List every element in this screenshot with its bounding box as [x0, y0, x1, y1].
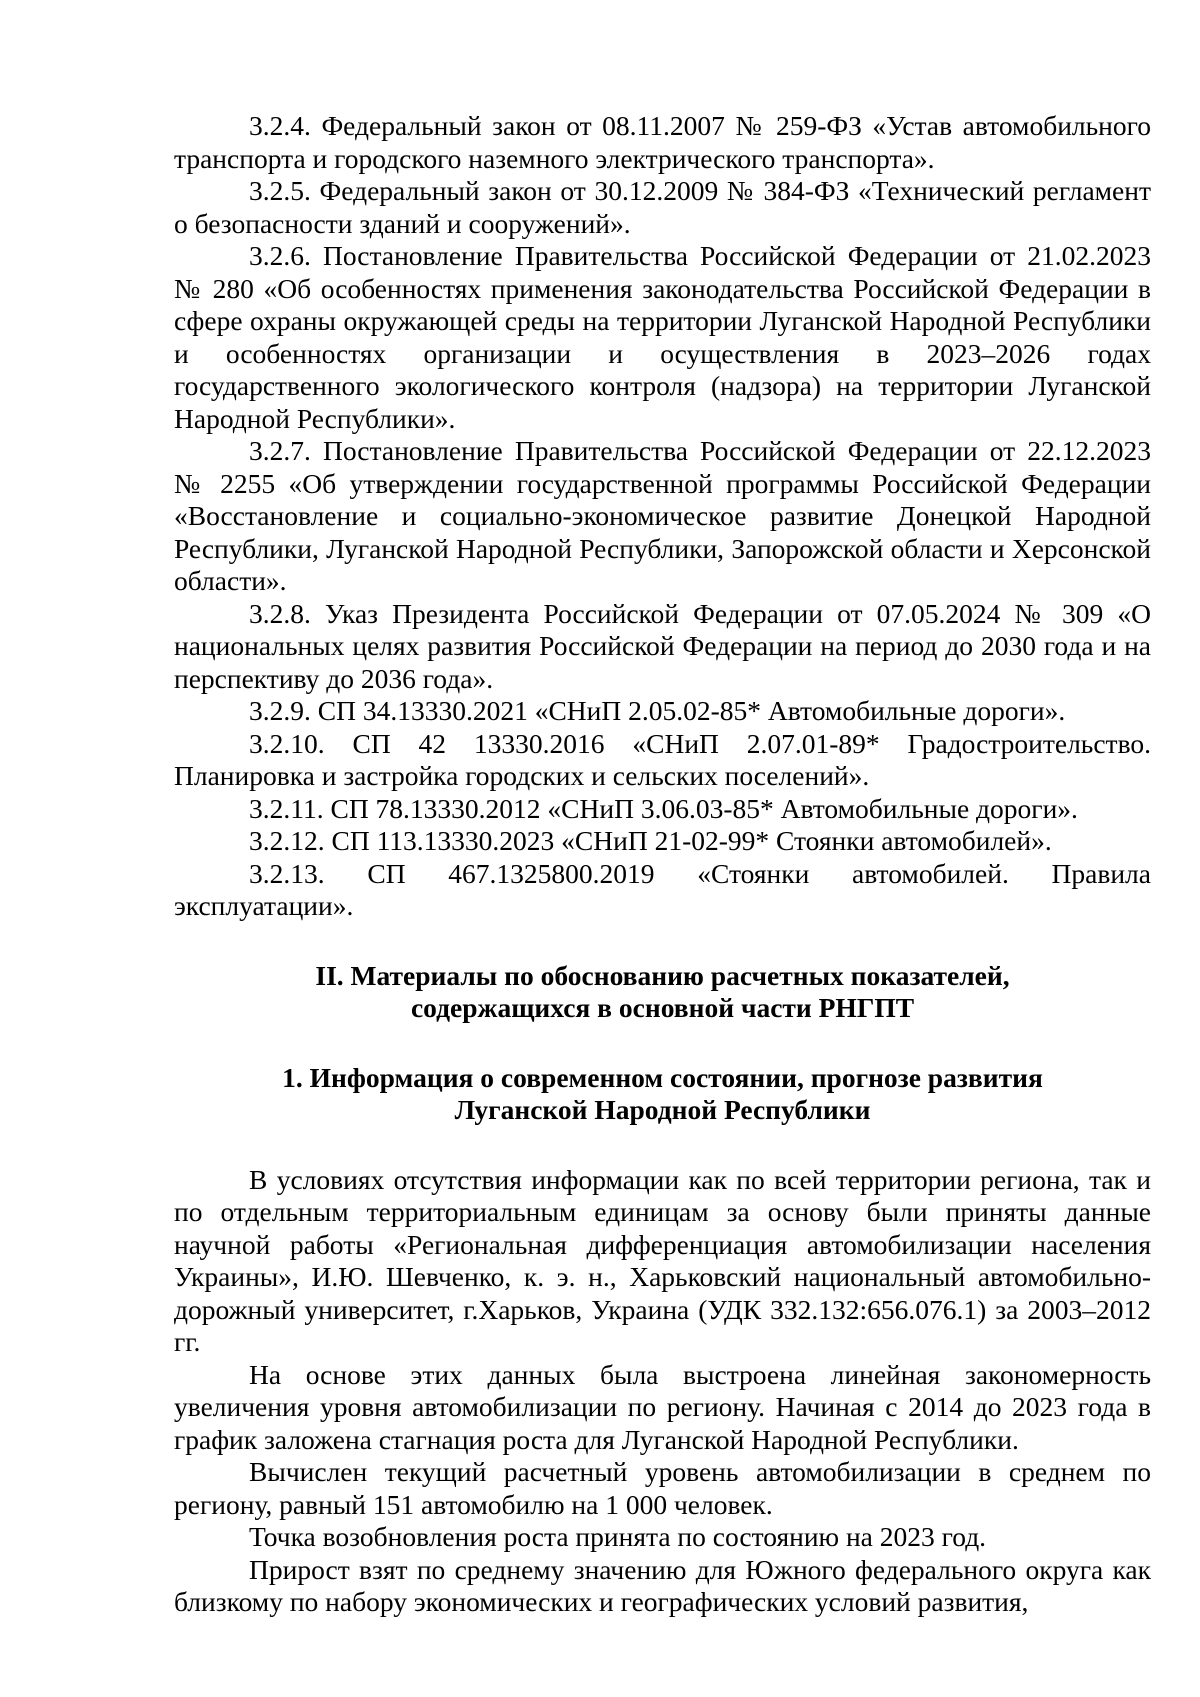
list-item-3-2-9: 3.2.9. СП 34.13330.2021 «СНиП 2.05.02-85* Автомобильные дороги».: [249, 695, 1066, 726]
list-item-3-2-7: 3.2.7. Постановление Правительства Российской Федерации от 22.12.2023 № 2255 «Об утверждении государственной программы Российской Федерации «Восстановление и социально-экономическое развитие Донецкой Народной Республики, Луганской Народной Республики, Запорожской области и Херсонской области».: [174, 435, 1151, 596]
list-item-3-2-8: 3.2.8. Указ Президента Российской Федерации от 07.05.2024 № 309 «О национальных целях развития Российской Федерации на период до 2030 года и на перспективу до 2036 года».: [174, 597, 1151, 694]
body-paragraph: Прирост взят по среднему значению для Южного федерального округа как близкому по набору экономических и географических условий развития,: [174, 1553, 1151, 1617]
list-item-3-2-13: 3.2.13. СП 467.1325800.2019 «Стоянки автомобилей. Правила эксплуатации».: [174, 857, 1151, 921]
document-page: [174, 110, 1151, 1619]
section-heading-line-1: II. Материалы по обоснованию расчетных показателей,: [315, 959, 1010, 991]
section-heading-line-2: содержащихся в основной части РНГПТ: [410, 992, 915, 1023]
list-item-3-2-11: 3.2.11. СП 78.13330.2012 «СНиП 3.06.03-85* Автомобильные дороги».: [249, 792, 1078, 824]
body-paragraph: В условиях отсутствия информации как по всей территории региона, так и по отдельным территориальным единицам за основу были приняты данные научной работы «Региональная дифференциация автомобилизации населения Украины», И.Ю. Шевченко, к. э. н., Харьковский национальный автомобильно-дорожный университет, г.Харьков, Украина (УДК 332.132:656.076.1) за 2003–2012 гг.: [174, 1163, 1151, 1357]
list-item-3-2-5: 3.2.5. Федеральный закон от 30.12.2009 № 384-ФЗ «Технический регламент о безопасности зданий и сооружений».: [174, 175, 1151, 239]
body-paragraph: На основе этих данных была выстроена линейная закономерность увеличения уровня автомобилизации по региону. Начиная с 2014 до 2023 года в график заложена стагнация роста для Луганской Народной Республики.: [174, 1358, 1151, 1455]
list-item-3-2-4: 3.2.4. Федеральный закон от 08.11.2007 № 259-ФЗ «Устав автомобильного транспорта и городского наземного электрического транспорта».: [174, 110, 1151, 174]
subsection-heading: [174, 1062, 1151, 1127]
body-paragraph: Точка возобновления роста принята по состоянию на 2023 год.: [249, 1521, 987, 1552]
list-item-3-2-6: 3.2.6. Постановление Правительства Российской Федерации от 21.02.2023 № 280 «Об особенностях применения законодательства Российской Федерации в сфере охраны окружающей среды на территории Луганской Народной Республики и особенностях организации и осуществления в 2023–2026 годах государственного экологического контроля (надзора) на территории Луганской Народной Республики».: [174, 240, 1151, 434]
subsection-heading-line-1: 1. Информация о современном состоянии, прогнозе развития: [282, 1061, 1043, 1093]
list-item-3-2-12: 3.2.12. СП 113.13330.2023 «СНиП 21-02-99* Стоянки автомобилей».: [249, 825, 1052, 856]
subsection-heading-line-2: Луганской Народной Республики: [454, 1094, 871, 1125]
list-item-3-2-10: 3.2.10. СП 42 13330.2016 «СНиП 2.07.01-89* Градостроительство. Планировка и застройка городских и сельских поселений».: [174, 727, 1151, 791]
body-paragraph: Вычислен текущий расчетный уровень автомобилизации в среднем по региону, равный 151 автомобилю на 1 000 человек.: [174, 1456, 1151, 1520]
section-heading: [174, 960, 1151, 1025]
